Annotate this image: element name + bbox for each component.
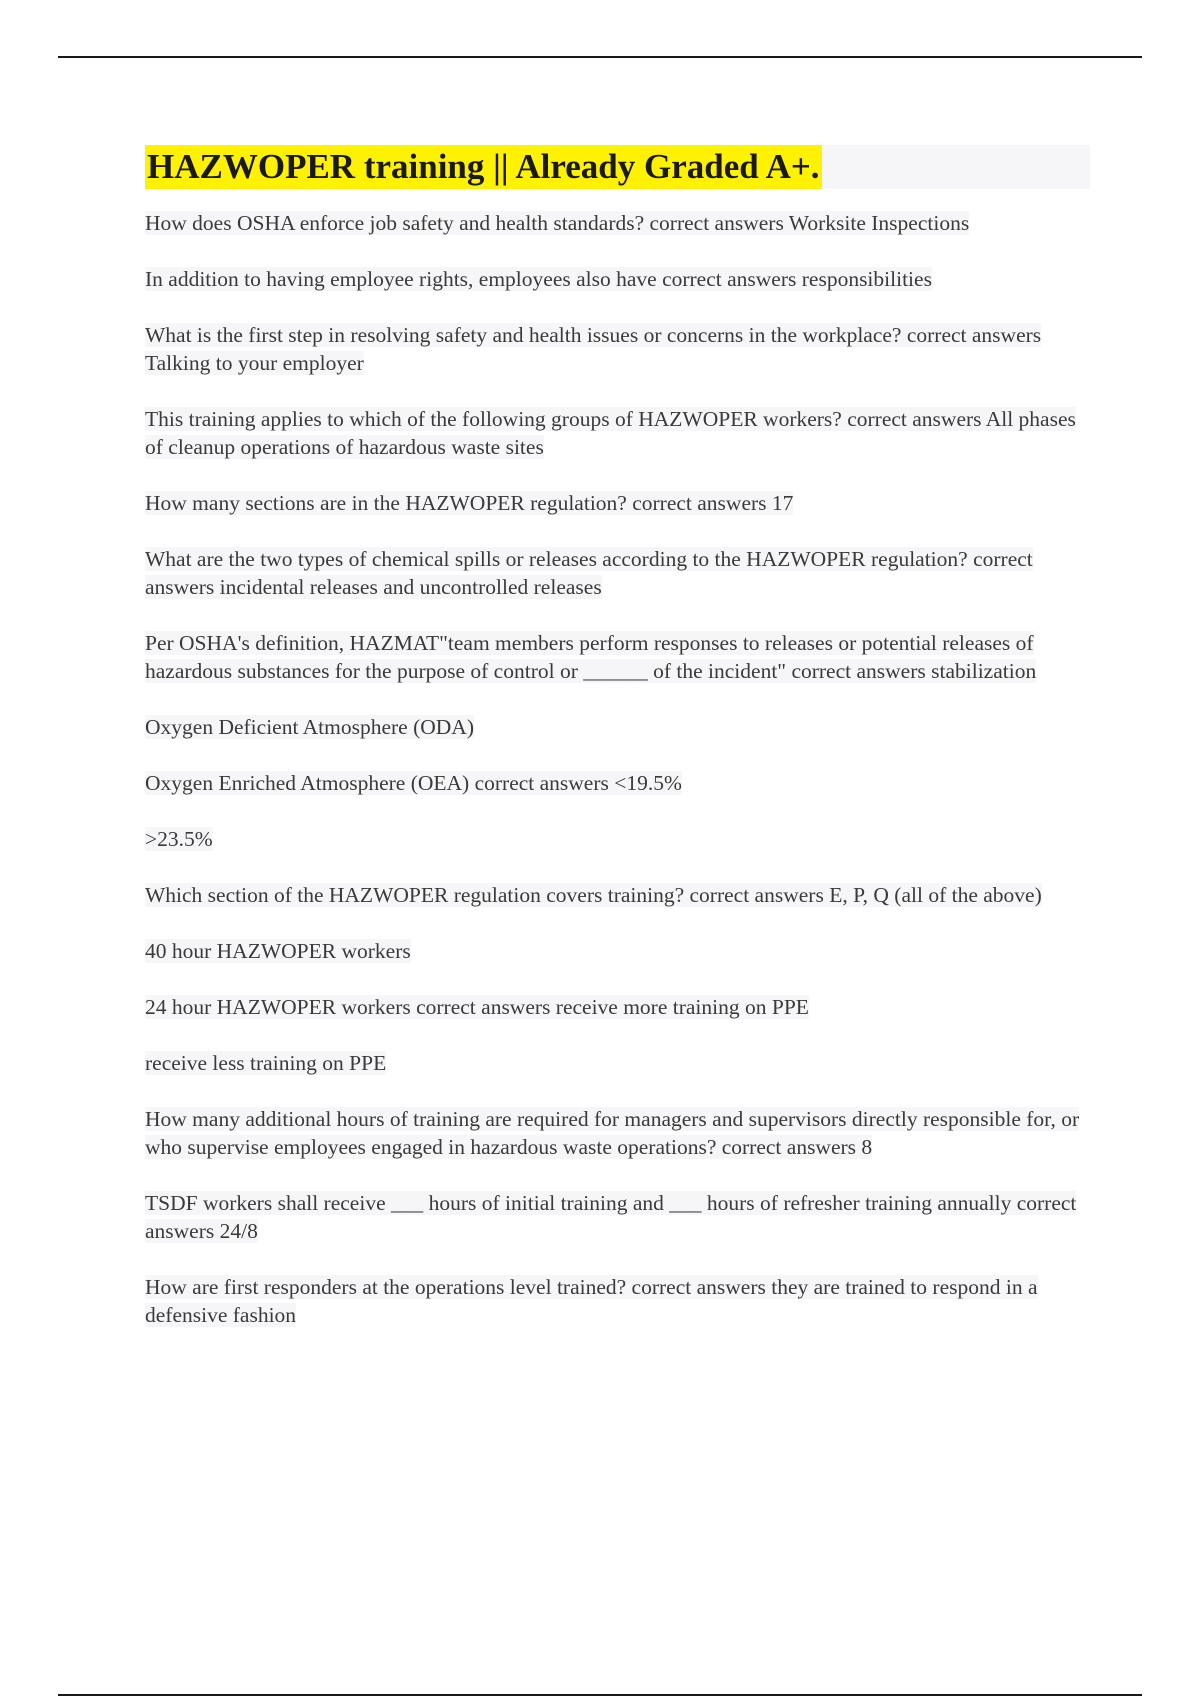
qa-item-text: >23.5% [145, 827, 213, 851]
document-title: HAZWOPER training || Already Graded A+. [145, 145, 822, 189]
qa-item-text: receive less training on PPE [145, 1051, 387, 1075]
bottom-rule [58, 1694, 1142, 1696]
qa-item [145, 713, 1090, 741]
qa-item-text: Oxygen Deficient Atmosphere (ODA) [145, 715, 474, 739]
qa-item [145, 321, 1090, 377]
qa-item-text: How many sections are in the HAZWOPER regulation? correct answers 17 [145, 491, 794, 515]
qa-item [145, 769, 1090, 797]
document-body [145, 145, 1090, 1357]
qa-item [145, 1105, 1090, 1161]
qa-item-text: What is the first step in resolving safety and health issues or concerns in the workplace? correct answers Talking to your employer [145, 323, 1042, 375]
qa-item-text: This training applies to which of the following groups of HAZWOPER workers? correct answers All phases of cleanup operations of hazardous waste sites [145, 407, 1076, 459]
qa-item [145, 265, 1090, 293]
qa-item-text: Per OSHA's definition, HAZMAT"team members perform responses to releases or potential releases of hazardous substances for the purpose of control or ______ of the incident" correct answers stabilization [145, 631, 1037, 683]
qa-item-text: Oxygen Enriched Atmosphere (OEA) correct answers <19.5% [145, 771, 682, 795]
qa-item [145, 881, 1090, 909]
qa-item-text: TSDF workers shall receive ___ hours of initial training and ___ hours of refresher training annually correct answers 24/8 [145, 1191, 1077, 1243]
qa-item [145, 209, 1090, 237]
qa-item [145, 993, 1090, 1021]
top-rule [58, 56, 1142, 58]
title-band [145, 145, 1090, 189]
qa-item-text: How are first responders at the operations level trained? correct answers they are trained to respond in a defensive fashion [145, 1275, 1038, 1327]
qa-item-text: How many additional hours of training are required for managers and supervisors directly responsible for, or who supervise employees engaged in hazardous waste operations? correct answers 8 [145, 1107, 1080, 1159]
qa-item-text: Which section of the HAZWOPER regulation covers training? correct answers E, P, Q (all of the above) [145, 883, 1042, 907]
qa-item-text: In addition to having employee rights, employees also have correct answers responsibilities [145, 267, 932, 291]
qa-item [145, 825, 1090, 853]
qa-item-text: 40 hour HAZWOPER workers [145, 939, 411, 963]
qa-item-text: What are the two types of chemical spills or releases according to the HAZWOPER regulation? correct answers incidental releases and uncontrolled releases [145, 547, 1033, 599]
qa-item [145, 1049, 1090, 1077]
qa-item [145, 489, 1090, 517]
qa-item-text: 24 hour HAZWOPER workers correct answers receive more training on PPE [145, 995, 809, 1019]
qa-list [145, 209, 1090, 1329]
qa-item [145, 1273, 1090, 1329]
qa-item [145, 629, 1090, 685]
qa-item [145, 545, 1090, 601]
qa-item [145, 405, 1090, 461]
qa-item [145, 1189, 1090, 1245]
qa-item [145, 937, 1090, 965]
qa-item-text: How does OSHA enforce job safety and health standards? correct answers Worksite Inspections [145, 211, 970, 235]
